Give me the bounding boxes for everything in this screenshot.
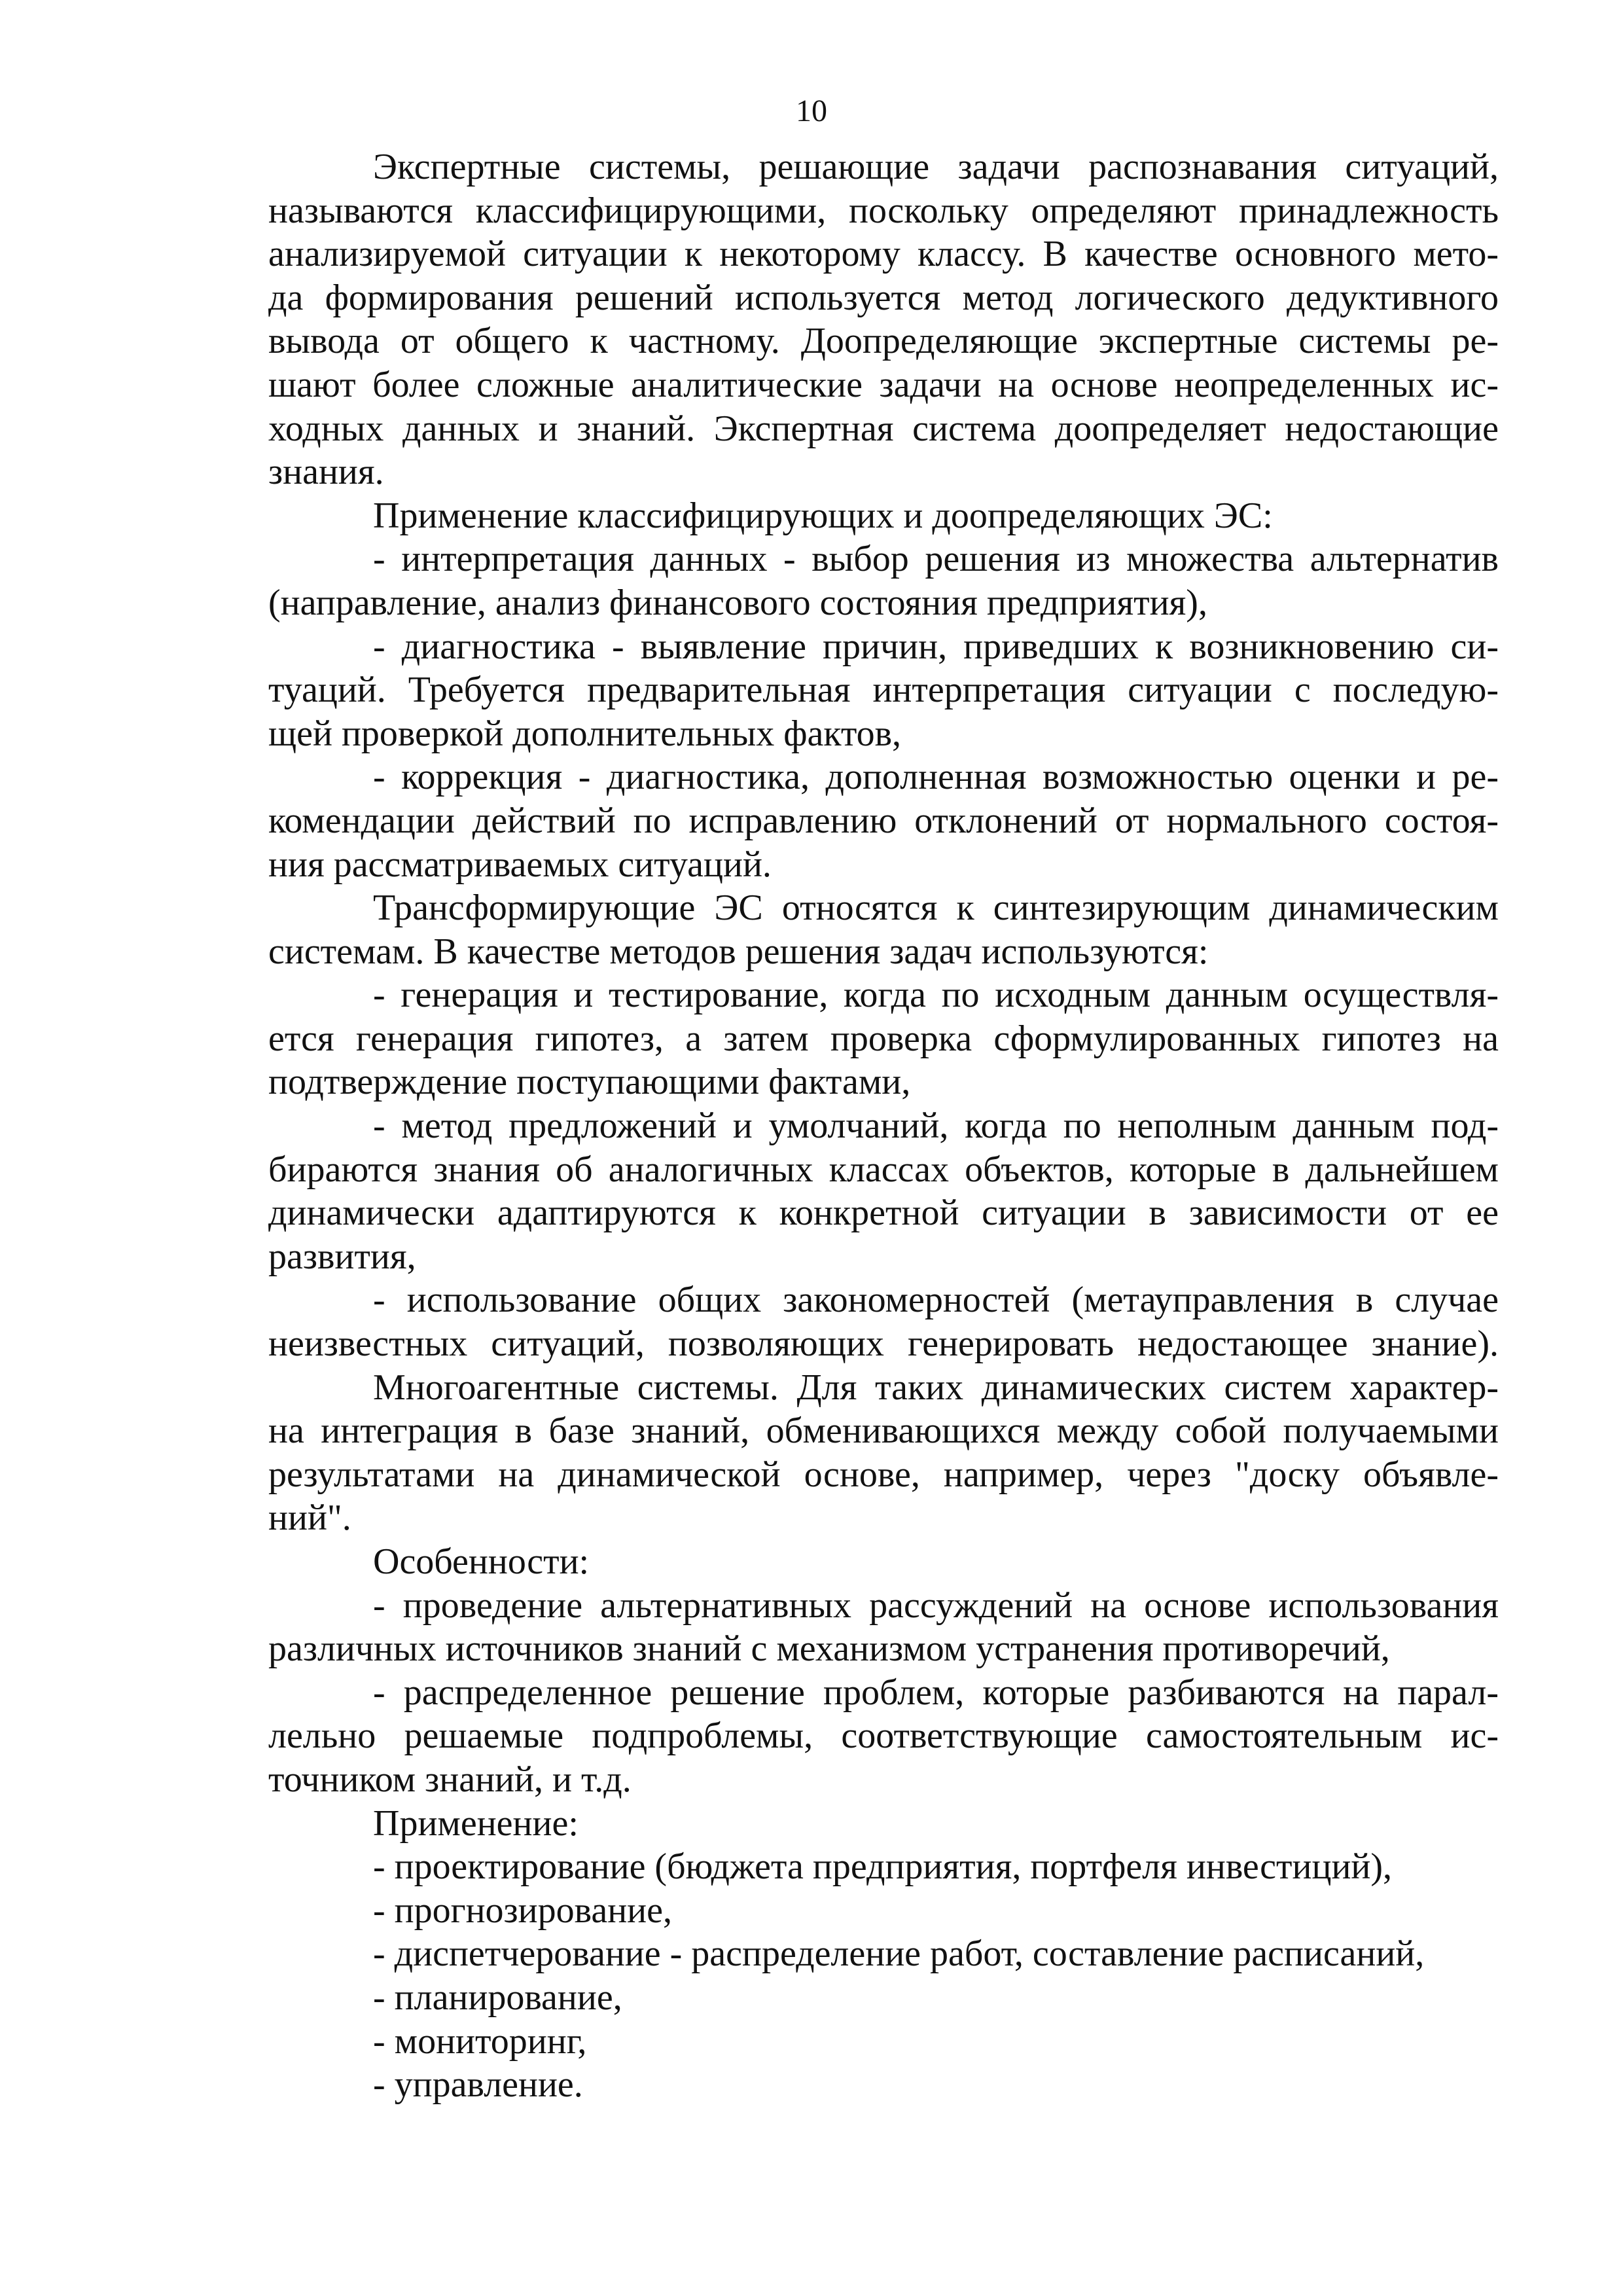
text-line: ется генерация гипотез, а затем проверка сформулированных гипотез на bbox=[268, 1018, 1499, 1059]
text-line: щей проверкой дополнительных фактов, bbox=[268, 713, 902, 754]
text-line: называются классифицирующими, поскольку определяют принадлежность bbox=[268, 190, 1499, 231]
text-line: ния рассматриваемых ситуаций. bbox=[268, 844, 772, 885]
text-line: да формирования решений используется метод логического дедуктивного bbox=[268, 277, 1499, 318]
text-line: знания. bbox=[268, 452, 384, 493]
text-line: - интерпретация данных - выбор решения из множества альтернатив bbox=[373, 539, 1499, 580]
text-line: - планирование, bbox=[373, 1977, 622, 2018]
text-line: - проведение альтернативных рассуждений на основе использования bbox=[373, 1585, 1499, 1626]
text-line: точником знаний, и т.д. bbox=[268, 1759, 632, 1800]
text-line: (направление, анализ финансового состояния предприятия), bbox=[268, 582, 1207, 623]
text-line: Применение: bbox=[373, 1803, 579, 1844]
text-line: комендации действий по исправлению отклонений от нормального состоя- bbox=[268, 800, 1499, 841]
text-line: туаций. Требуется предварительная интерпретация ситуации с последую- bbox=[268, 670, 1499, 711]
text-line: ний". bbox=[268, 1498, 351, 1539]
text-line: - генерация и тестирование, когда по исходным данным осуществля- bbox=[373, 975, 1499, 1016]
text-line: - прогнозирование, bbox=[373, 1890, 672, 1931]
text-line: - метод предложений и умолчаний, когда по неполным данным под- bbox=[373, 1105, 1499, 1147]
document-body bbox=[268, 145, 1499, 2107]
text-line: - управление. bbox=[373, 2064, 583, 2106]
text-line: результатами на динамической основе, например, через "доску объявле- bbox=[268, 1454, 1499, 1495]
text-line: различных источников знаний с механизмом устранения противоречий, bbox=[268, 1628, 1390, 1670]
text-line: системам. В качестве методов решения задач используются: bbox=[268, 931, 1209, 972]
text-line: Применение классифицирующих и доопределяющих ЭС: bbox=[373, 495, 1273, 536]
text-line: развития, bbox=[268, 1236, 416, 1277]
text-line: Многоагентные системы. Для таких динамических систем характер- bbox=[373, 1367, 1499, 1408]
text-line: вывода от общего к частному. Доопределяющие экспертные системы ре- bbox=[268, 321, 1499, 362]
text-line: Экспертные системы, решающие задачи распознавания ситуаций, bbox=[373, 147, 1499, 187]
text-line: - мониторинг, bbox=[373, 2020, 587, 2062]
text-line: - коррекция - диагностика, дополненная возможностью оценки и ре- bbox=[373, 757, 1499, 798]
text-line: Трансформирующие ЭС относятся к синтезирующим динамическим bbox=[373, 888, 1499, 929]
text-line: - диспетчерование - распределение работ, составление расписаний, bbox=[373, 1933, 1425, 1975]
text-line: - проектирование (бюджета предприятия, портфеля инвестиций), bbox=[373, 1846, 1393, 1888]
text-line: ходных данных и знаний. Экспертная система доопределяет недостающие bbox=[268, 408, 1499, 449]
text-line: - распределенное решение проблем, которые разбиваются на парал- bbox=[373, 1672, 1499, 1713]
text-line: бираются знания об аналогичных классах объектов, которые в дальнейшем bbox=[268, 1149, 1499, 1190]
text-line: динамически адаптируются к конкретной ситуации в зависимости от ее bbox=[268, 1193, 1499, 1234]
text-line: на интеграция в базе знаний, обменивающихся между собой получаемыми bbox=[268, 1410, 1499, 1452]
text-line: неизвестных ситуаций, позволяющих генерировать недостающее знание). bbox=[268, 1323, 1499, 1365]
text-line: подтверждение поступающими фактами, bbox=[268, 1062, 911, 1103]
text-line: лельно решаемые подпроблемы, соответствующие самостоятельным ис- bbox=[268, 1715, 1499, 1757]
text-line: - диагностика - выявление причин, приведших к возникновению си- bbox=[373, 626, 1499, 667]
text-line: Особенности: bbox=[373, 1541, 590, 1582]
text-line: шают более сложные аналитические задачи на основе неопределенных ис- bbox=[268, 364, 1499, 405]
text-line: анализируемой ситуации к некоторому классу. В качестве основного мето- bbox=[268, 234, 1499, 275]
page-number: 10 bbox=[796, 94, 827, 128]
text-line: - использование общих закономерностей (метауправления в случае bbox=[373, 1280, 1499, 1321]
